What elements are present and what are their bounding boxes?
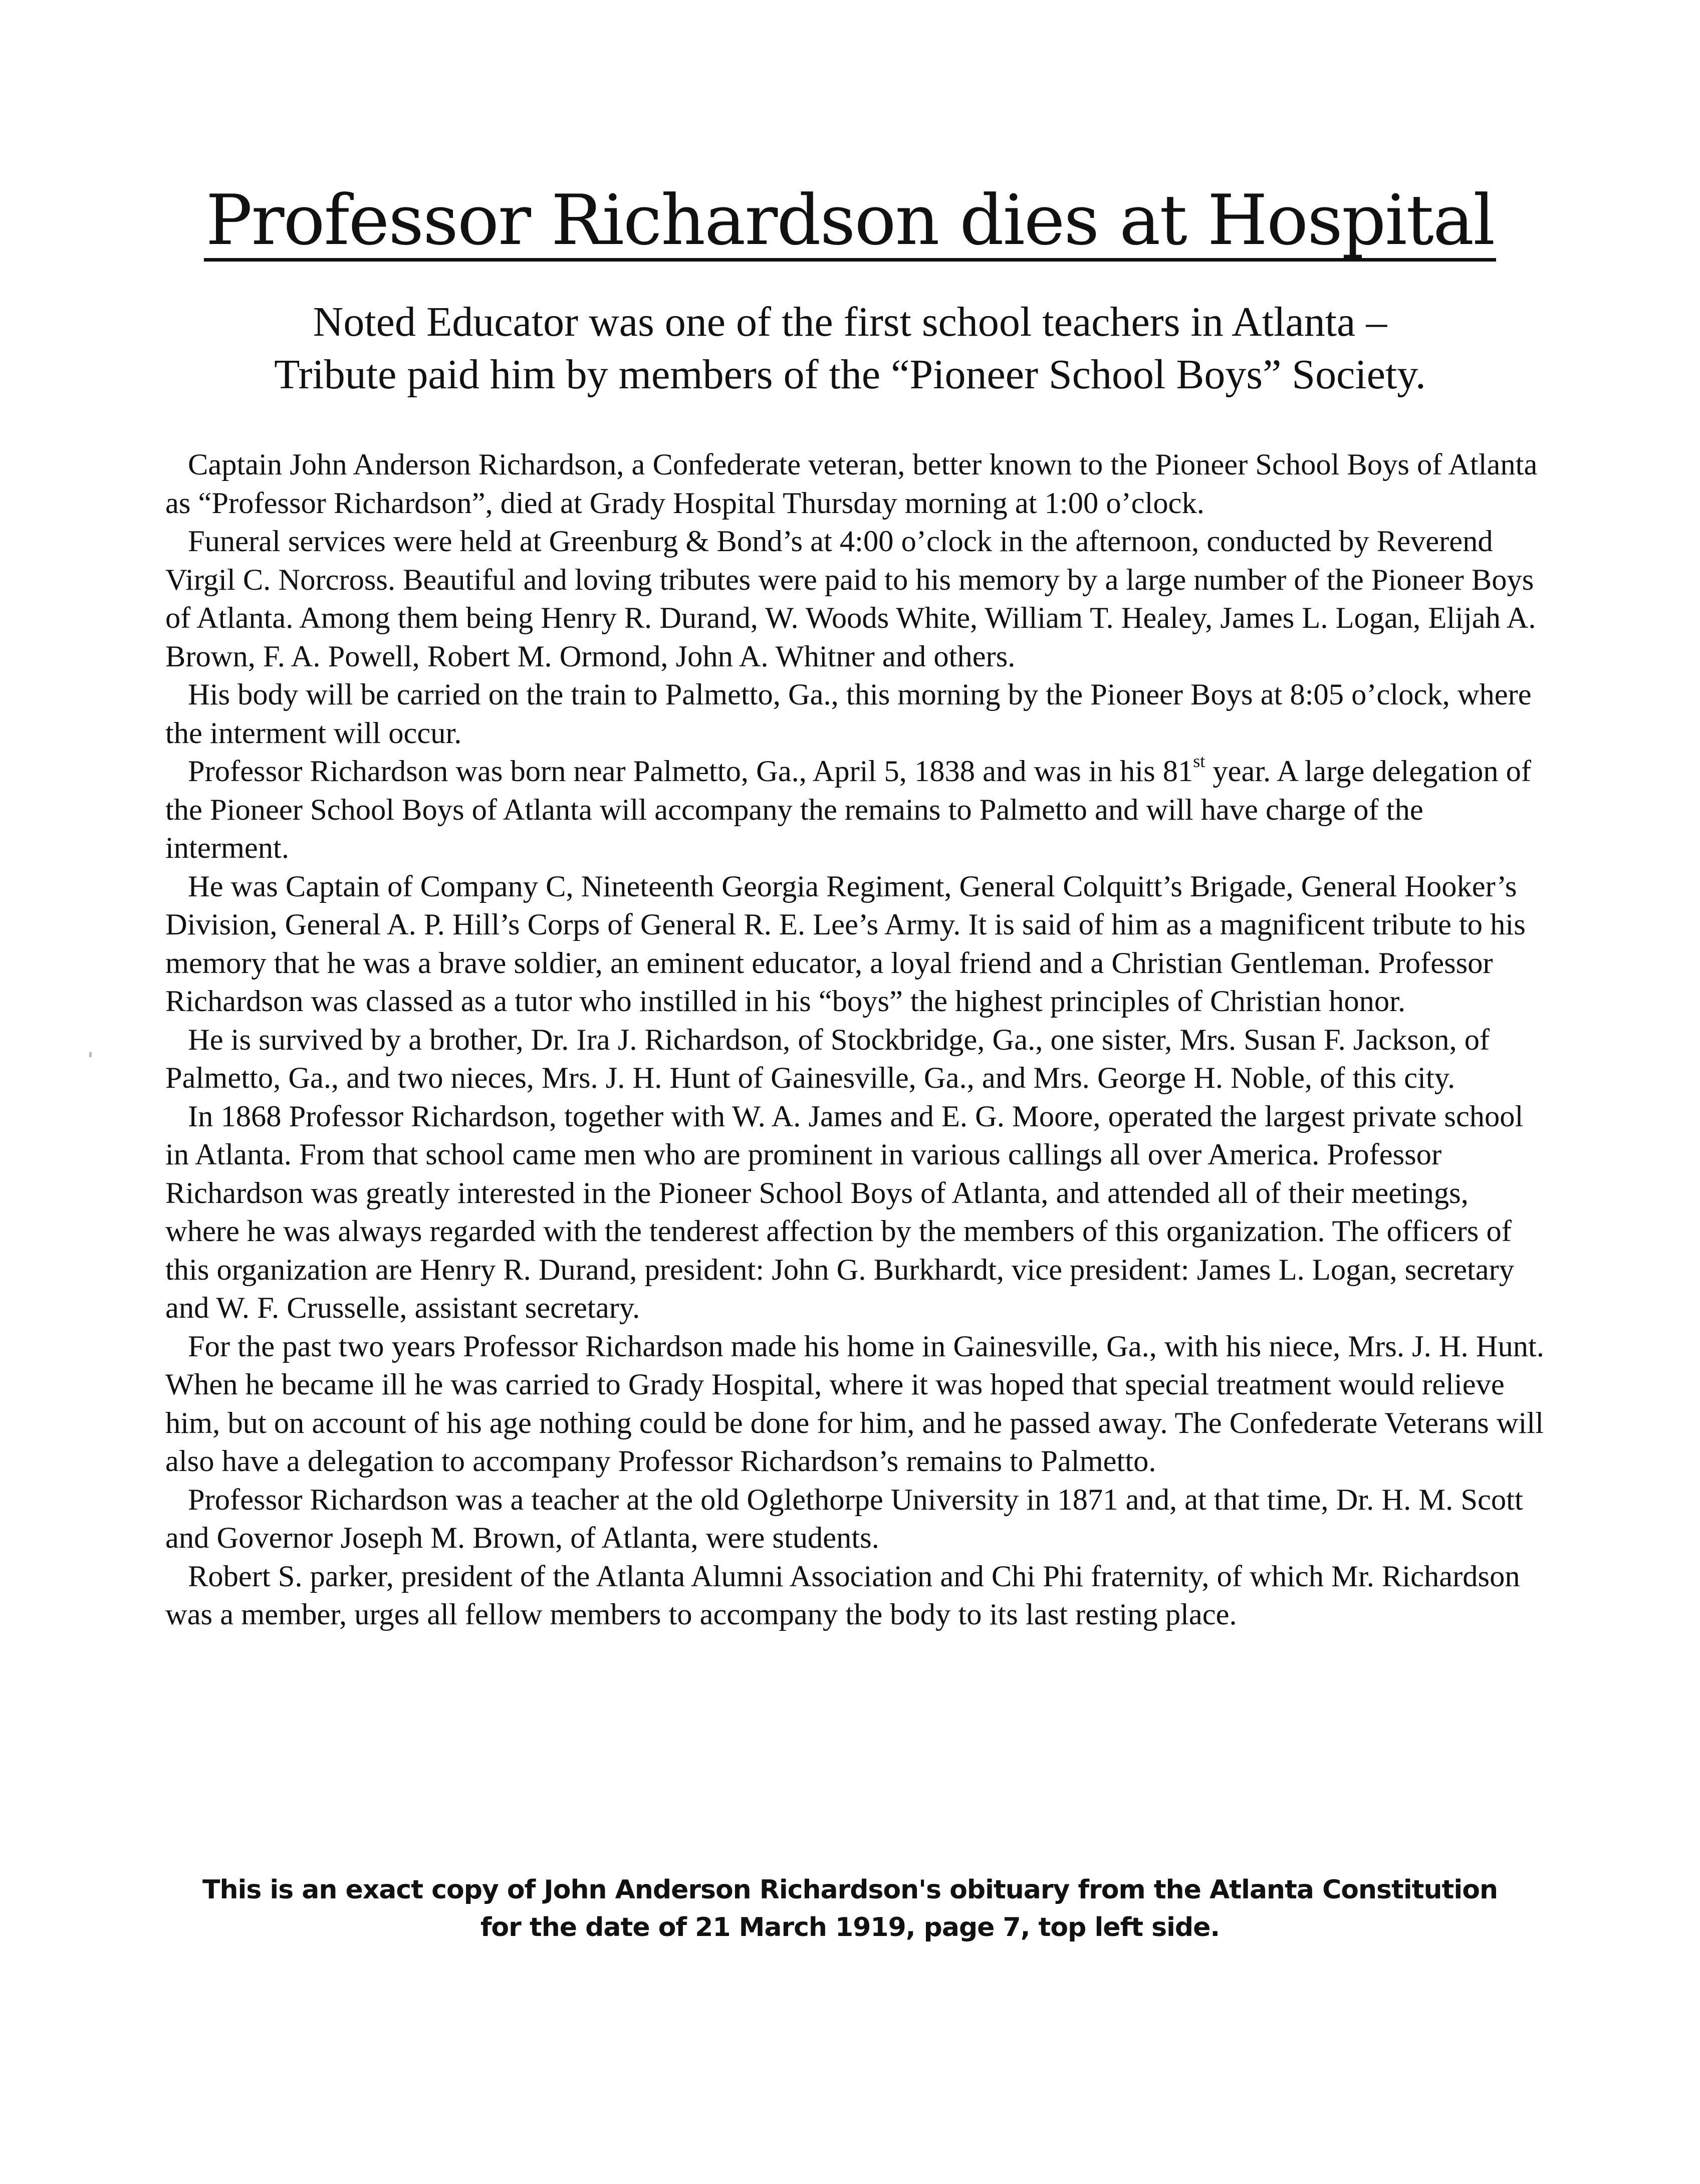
subheadline-line: Noted Educator was one of the first school teachers in Atlanta – (313, 299, 1387, 345)
paragraph: He was Captain of Company C, Nineteenth Georgia Regiment, General Colquitt’s Brigade, General Hooker’s Division, General A. P. Hill’s Corps of General R. E. Lee’s Army. It is said of him as a magnificent tribute to his memory that he was a brave soldier, an eminent educator, a loyal friend and a Christian Gentleman. Professor Richardson was classed as a tutor who instilled in his “boys” the highest principles of Christian honor. (165, 869, 1526, 1018)
scan-speck (89, 1052, 92, 1057)
article-body (165, 446, 1548, 1634)
source-note (0, 1871, 1700, 1947)
headline (0, 178, 1700, 263)
paragraph: He is survived by a brother, Dr. Ira J. Richardson, of Stockbridge, Ga., one sister, Mrs. Susan F. Jackson, of Palmetto, Ga., and two nieces, Mrs. J. H. Hunt of Gainesville, Ga., and Mrs. George H. Noble, of this city. (165, 1023, 1490, 1095)
paragraph: In 1868 Professor Richardson, together with W. A. James and E. G. Moore, operated the largest private school in Atlanta. From that school came men who are prominent in various callings all over America. Professor Richardson was greatly interested in the Pioneer School Boys of Atlanta, and attended all of their meetings, where he was always regarded with the tenderest affection by the members of this organization. The officers of this organization are Henry R. Durand, president: John G. Burkhardt, vice president: James L. Logan, secretary and W. F. Crusselle, assistant secretary. (165, 1099, 1524, 1325)
paragraph-birth (165, 753, 1548, 868)
paragraph: For the past two years Professor Richardson made his home in Gainesville, Ga., with his niece, Mrs. J. H. Hunt. When he became ill he was carried to Grady Hospital, where it was hoped that special treatment would relieve him, but on account of his age nothing could be done for him, and he passed away. The Confederate Veterans will also have a delegation to accompany Professor Richardson’s remains to Palmetto. (165, 1329, 1544, 1478)
paragraph-text: Professor Richardson was born near Palmetto, Ga., April 5, 1838 and was in his 81 (188, 755, 1193, 788)
source-note-line: for the date of 21 March 1919, page 7, top left side. (480, 1912, 1220, 1943)
paragraph: His body will be carried on the train to Palmetto, Ga., this morning by the Pioneer Boys at 8:05 o’clock, where the interment will occur. (165, 678, 1532, 750)
paragraph: Robert S. parker, president of the Atlanta Alumni Association and Chi Phi fraternity, of which Mr. Richardson was a member, urges all fellow members to accompany the body to its last resting place. (165, 1559, 1520, 1631)
headline-text: Professor Richardson dies at Hospital (204, 183, 1497, 262)
source-note-line: This is an exact copy of John Anderson Richardson's obituary from the Atlanta Constitution (202, 1875, 1498, 1905)
subheadline-line: Tribute paid him by members of the “Pioneer School Boys” Society. (274, 351, 1426, 398)
paragraph: Funeral services were held at Greenburg & Bond’s at 4:00 o’clock in the afternoon, conducted by Reverend Virgil C. Norcross. Beautiful and loving tributes were paid to his memory by a large number of the Pioneer Boys of Atlanta. Among them being Henry R. Durand, W. Woods White, William T. Healey, James L. Logan, Elijah A. Brown, F. A. Powell, Robert M. Ormond, John A. Whitner and others. (165, 525, 1536, 673)
paragraph-text: year. A large delegation of the Pioneer School Boys of Atlanta will accompany the remains to Palmetto and will have charge of the interment. (165, 755, 1532, 865)
subheadline (0, 296, 1700, 401)
ordinal-superscript: st (1193, 751, 1205, 771)
paragraph: Professor Richardson was a teacher at the old Oglethorpe University in 1871 and, at that time, Dr. H. M. Scott and Governor Joseph M. Brown, of Atlanta, were students. (165, 1483, 1523, 1555)
paragraph: Captain John Anderson Richardson, a Confederate veteran, better known to the Pioneer School Boys of Atlanta as “Professor Richardson”, died at Grady Hospital Thursday morning at 1:00 o’clock. (165, 448, 1538, 520)
